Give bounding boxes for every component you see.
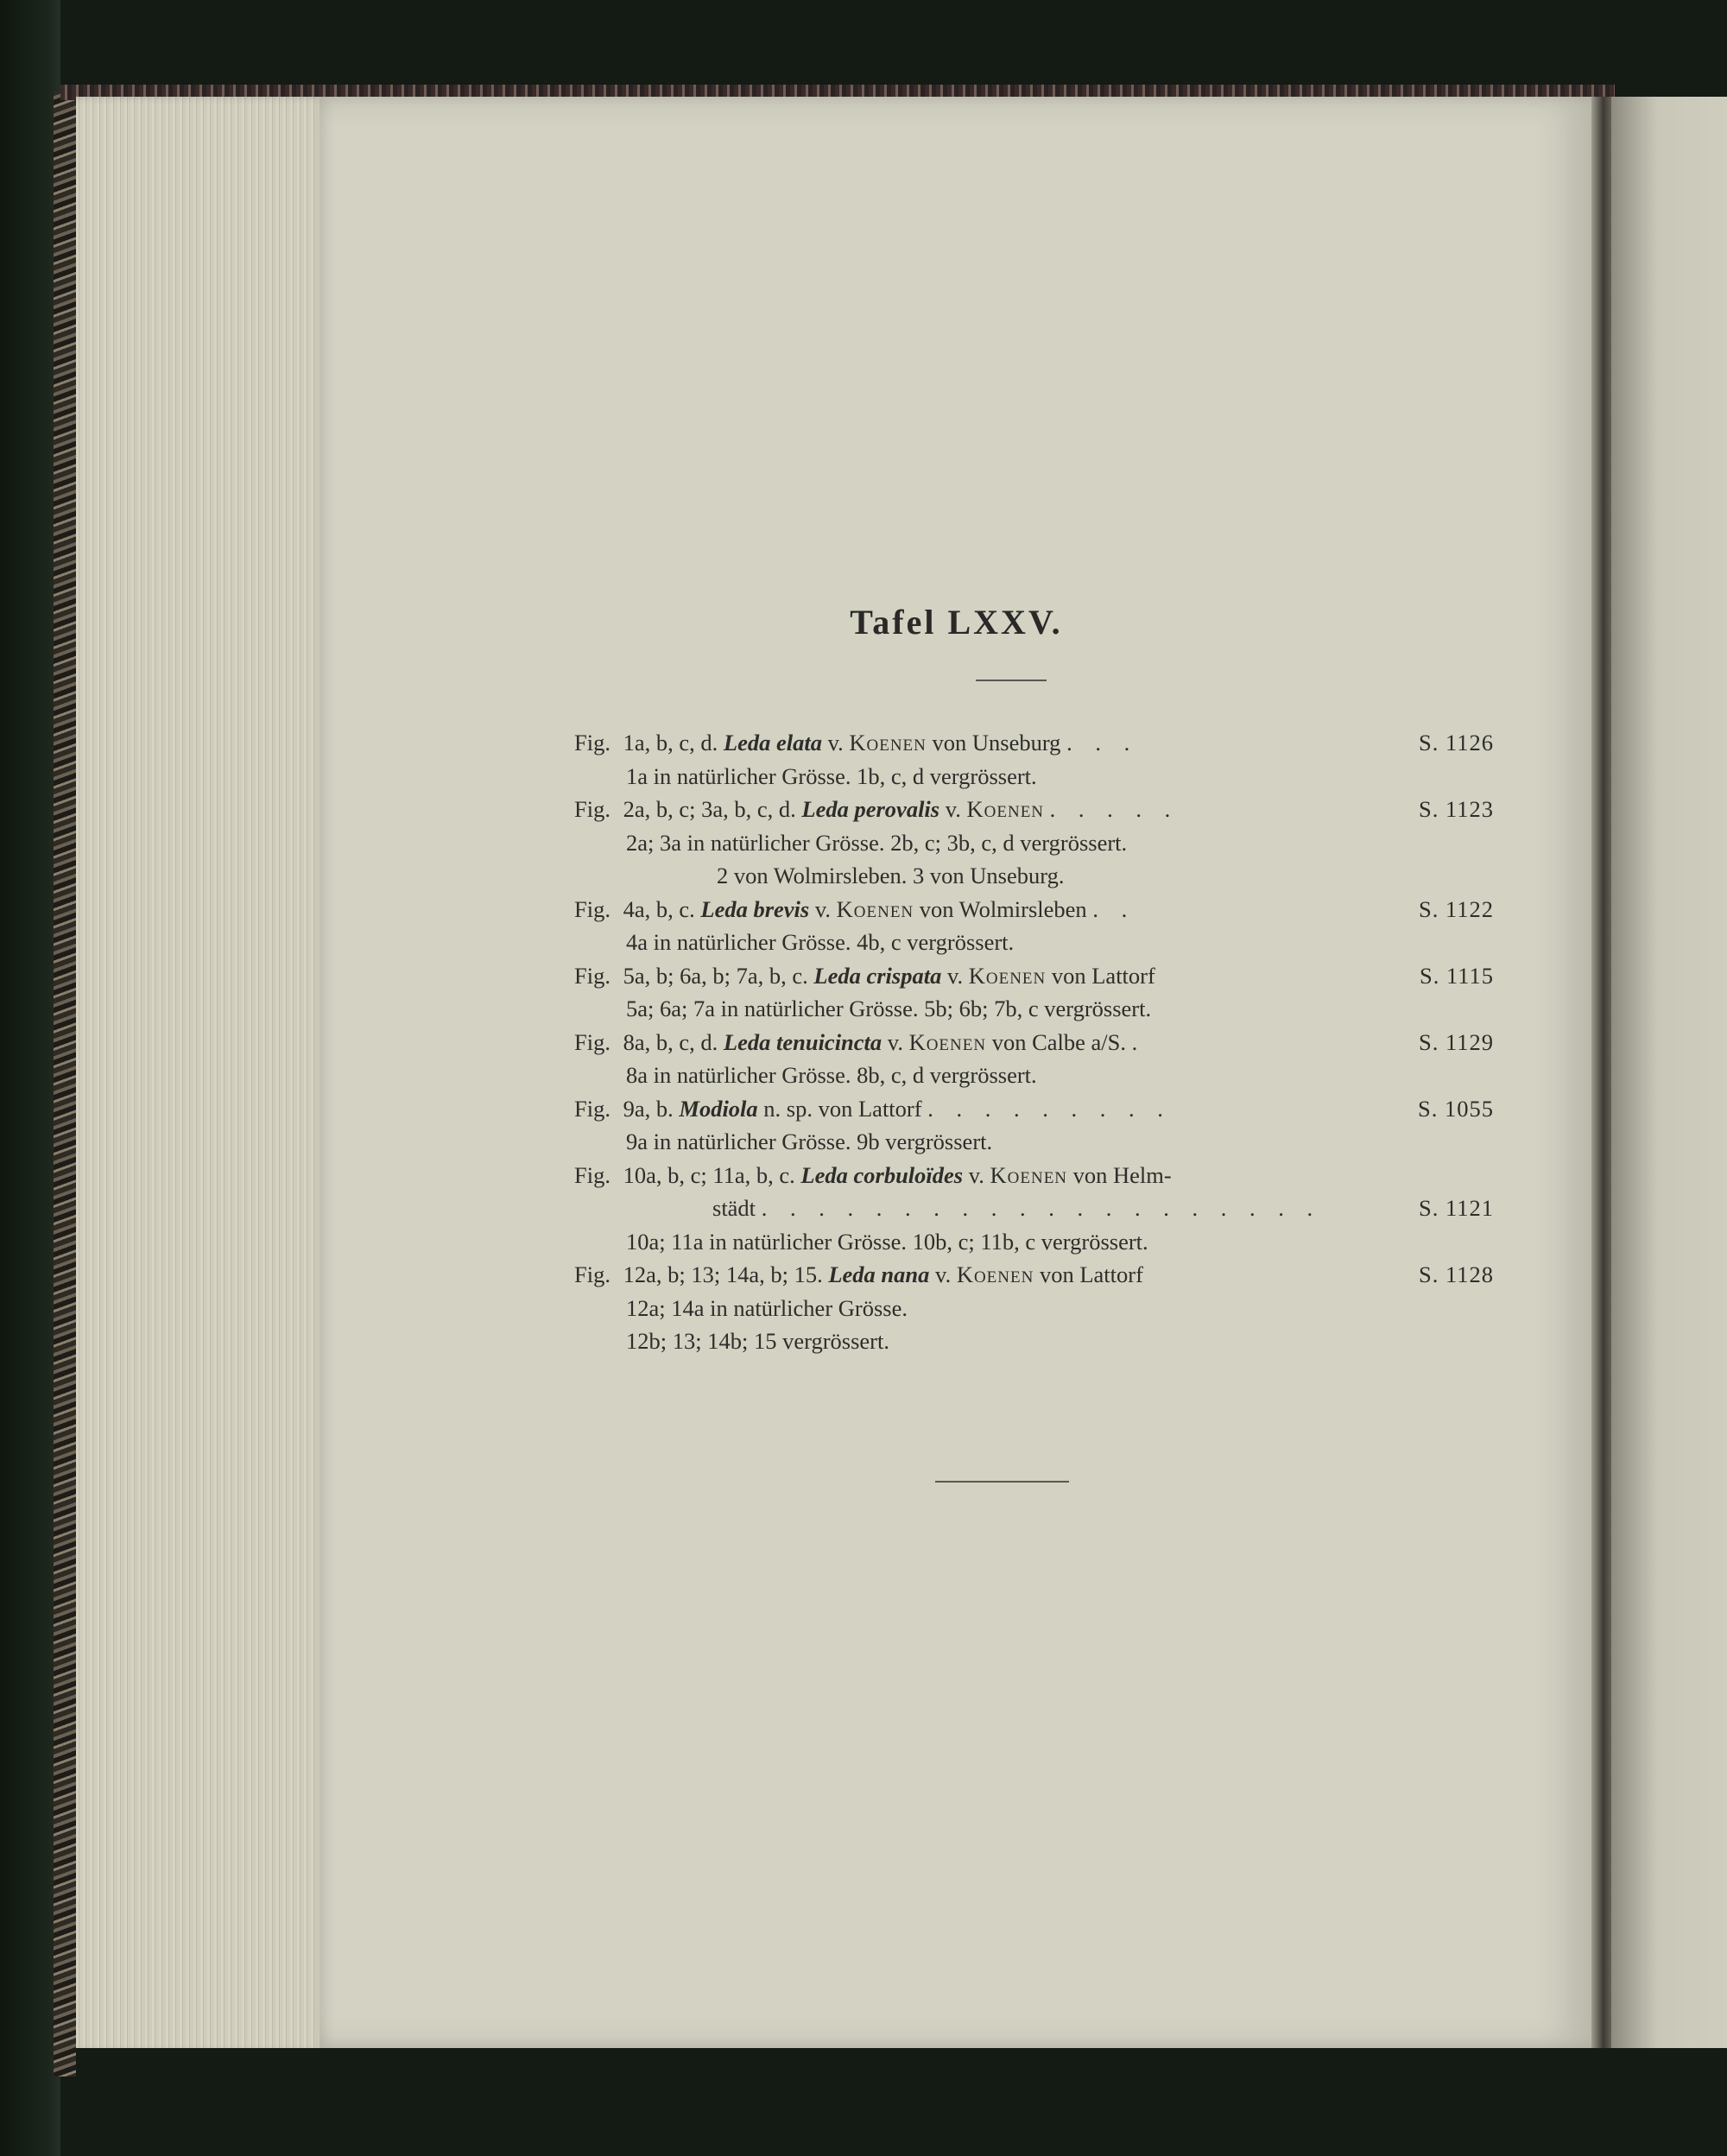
book-page [319, 97, 1593, 2048]
caption-entry [574, 793, 1494, 893]
caption-entry [574, 726, 1494, 793]
leader-dots: . [1131, 1028, 1147, 1055]
locality: von Unseburg [932, 730, 1061, 756]
leader-dots: . . . . . . . . . [927, 1095, 1172, 1122]
fig-label: Fig. [574, 1028, 610, 1055]
caption-note: 10a; 11a in natürlicher Grösse. 10b, c; 11b, c vergrössert. [626, 1228, 1148, 1255]
caption-note: 1a in natürlicher Grösse. 1b, c, d vergrössert. [626, 762, 1037, 789]
fig-numbers: 5a, b; 6a, b; 7a, b, c. [623, 962, 808, 989]
caption-note: 4a in natürlicher Grösse. 4b, c vergrössert. [626, 929, 1015, 955]
species-name: Modiola [679, 1095, 758, 1122]
caption-note: 5a; 6a; 7a in natürlicher Grösse. 5b; 6b; 7b, c vergrössert. [626, 996, 1152, 1021]
locality: von Wolmirsleben [919, 895, 1087, 922]
author-prefix: v. [945, 796, 961, 822]
author-name: Koenen [968, 962, 1047, 989]
plate-title: Tafel LXXV. [850, 603, 1063, 642]
author-name: Koenen [908, 1028, 987, 1055]
fig-label: Fig. [574, 1161, 610, 1188]
page-reference: S. 1055 [1418, 1095, 1494, 1122]
background-dark [0, 0, 60, 2156]
fig-numbers: 12a, b; 13; 14a, b; 15. [623, 1261, 823, 1287]
locality: von Calbe a/S. [991, 1028, 1127, 1055]
page-reference: S. 1122 [1418, 895, 1494, 922]
locality-continuation: städt [712, 1195, 756, 1221]
caption-entry [574, 893, 1494, 959]
author-name: Koenen [849, 730, 927, 756]
fig-numbers: 10a, b, c; 11a, b, c. [623, 1161, 795, 1188]
author-prefix: n. sp. [763, 1095, 813, 1122]
background-dark-bottom [76, 2048, 1727, 2156]
leader-dots: . . [1092, 895, 1136, 922]
fig-numbers: 9a, b. [623, 1095, 674, 1122]
caption-note: 2a; 3a in natürlicher Grösse. 2b, c; 3b, c, d vergrössert. [626, 829, 1128, 856]
author-prefix: v. [814, 895, 832, 922]
fig-label: Fig. [574, 796, 610, 822]
leader-dots: . . . [1066, 730, 1139, 756]
author-prefix: v. [887, 1028, 903, 1055]
book-gutter [1591, 97, 1613, 2048]
species-name: Leda corbuloïdes [800, 1161, 964, 1188]
fig-numbers: 1a, b, c, d. [623, 730, 718, 756]
caption-entry [574, 1026, 1494, 1092]
page-reference: S. 1128 [1418, 1261, 1494, 1287]
fig-label: Fig. [574, 730, 610, 756]
author-name: Koenen [836, 895, 914, 922]
caption-note: 8a in natürlicher Grösse. 8b, c, d vergrössert. [626, 1062, 1037, 1088]
caption-note: 2 von Wolmirsleben. 3 von Unseburg. [717, 863, 1065, 888]
fig-numbers: 2a, b, c; 3a, b, c, d. [623, 796, 796, 822]
caption-entry [574, 959, 1494, 1026]
caption-entry [574, 1159, 1494, 1259]
caption-note: 9a in natürlicher Grösse. 9b vergrössert. [626, 1129, 993, 1154]
author-name: Koenen [990, 1161, 1068, 1188]
page-reference: S. 1115 [1419, 962, 1494, 989]
caption-note: 12b; 13; 14b; 15 vergrössert. [626, 1328, 889, 1354]
figure-captions [574, 726, 1494, 1358]
page-stack-edge [76, 97, 326, 2052]
page-reference: S. 1121 [1418, 1195, 1494, 1221]
page-content [319, 97, 1593, 2048]
fig-label: Fig. [574, 895, 610, 922]
fig-numbers: 8a, b, c, d. [623, 1028, 718, 1055]
caption-entry [574, 1092, 1494, 1159]
author-prefix: v. [946, 962, 964, 989]
species-name: Leda perovalis [801, 796, 940, 822]
author-name: Koenen [966, 796, 1045, 822]
species-name: Leda tenuicincta [723, 1028, 882, 1055]
locality: von Helm- [1072, 1161, 1172, 1188]
facing-page-edge [1611, 97, 1727, 2048]
author-prefix: v. [968, 1161, 984, 1188]
author-prefix: v. [935, 1261, 952, 1287]
locality: von Lattorf [1051, 962, 1155, 989]
species-name: Leda nana [828, 1261, 930, 1287]
author-prefix: v. [827, 730, 844, 756]
species-name: Leda elata [723, 730, 822, 756]
leader-dots: . . . . . . . . . . . . . . . . . . . . [761, 1195, 1322, 1221]
fig-label: Fig. [574, 1095, 610, 1122]
fig-numbers: 4a, b, c. [623, 895, 695, 922]
species-name: Leda brevis [700, 895, 810, 922]
locality: von Lattorf [818, 1095, 922, 1122]
page-reference: S. 1129 [1418, 1028, 1494, 1055]
title-rule [976, 680, 1047, 681]
leader-dots: . . . . . [1049, 796, 1180, 822]
fig-label: Fig. [574, 1261, 610, 1287]
caption-note: 12a; 14a in natürlicher Grösse. [626, 1294, 908, 1321]
fig-label: Fig. [574, 962, 610, 989]
species-name: Leda crispata [813, 962, 942, 989]
closing-rule [935, 1481, 1069, 1483]
caption-entry [574, 1258, 1494, 1358]
locality: von Lattorf [1039, 1261, 1143, 1287]
page-reference: S. 1123 [1418, 796, 1494, 822]
author-name: Koenen [956, 1261, 1034, 1287]
page-reference: S. 1126 [1418, 730, 1494, 756]
